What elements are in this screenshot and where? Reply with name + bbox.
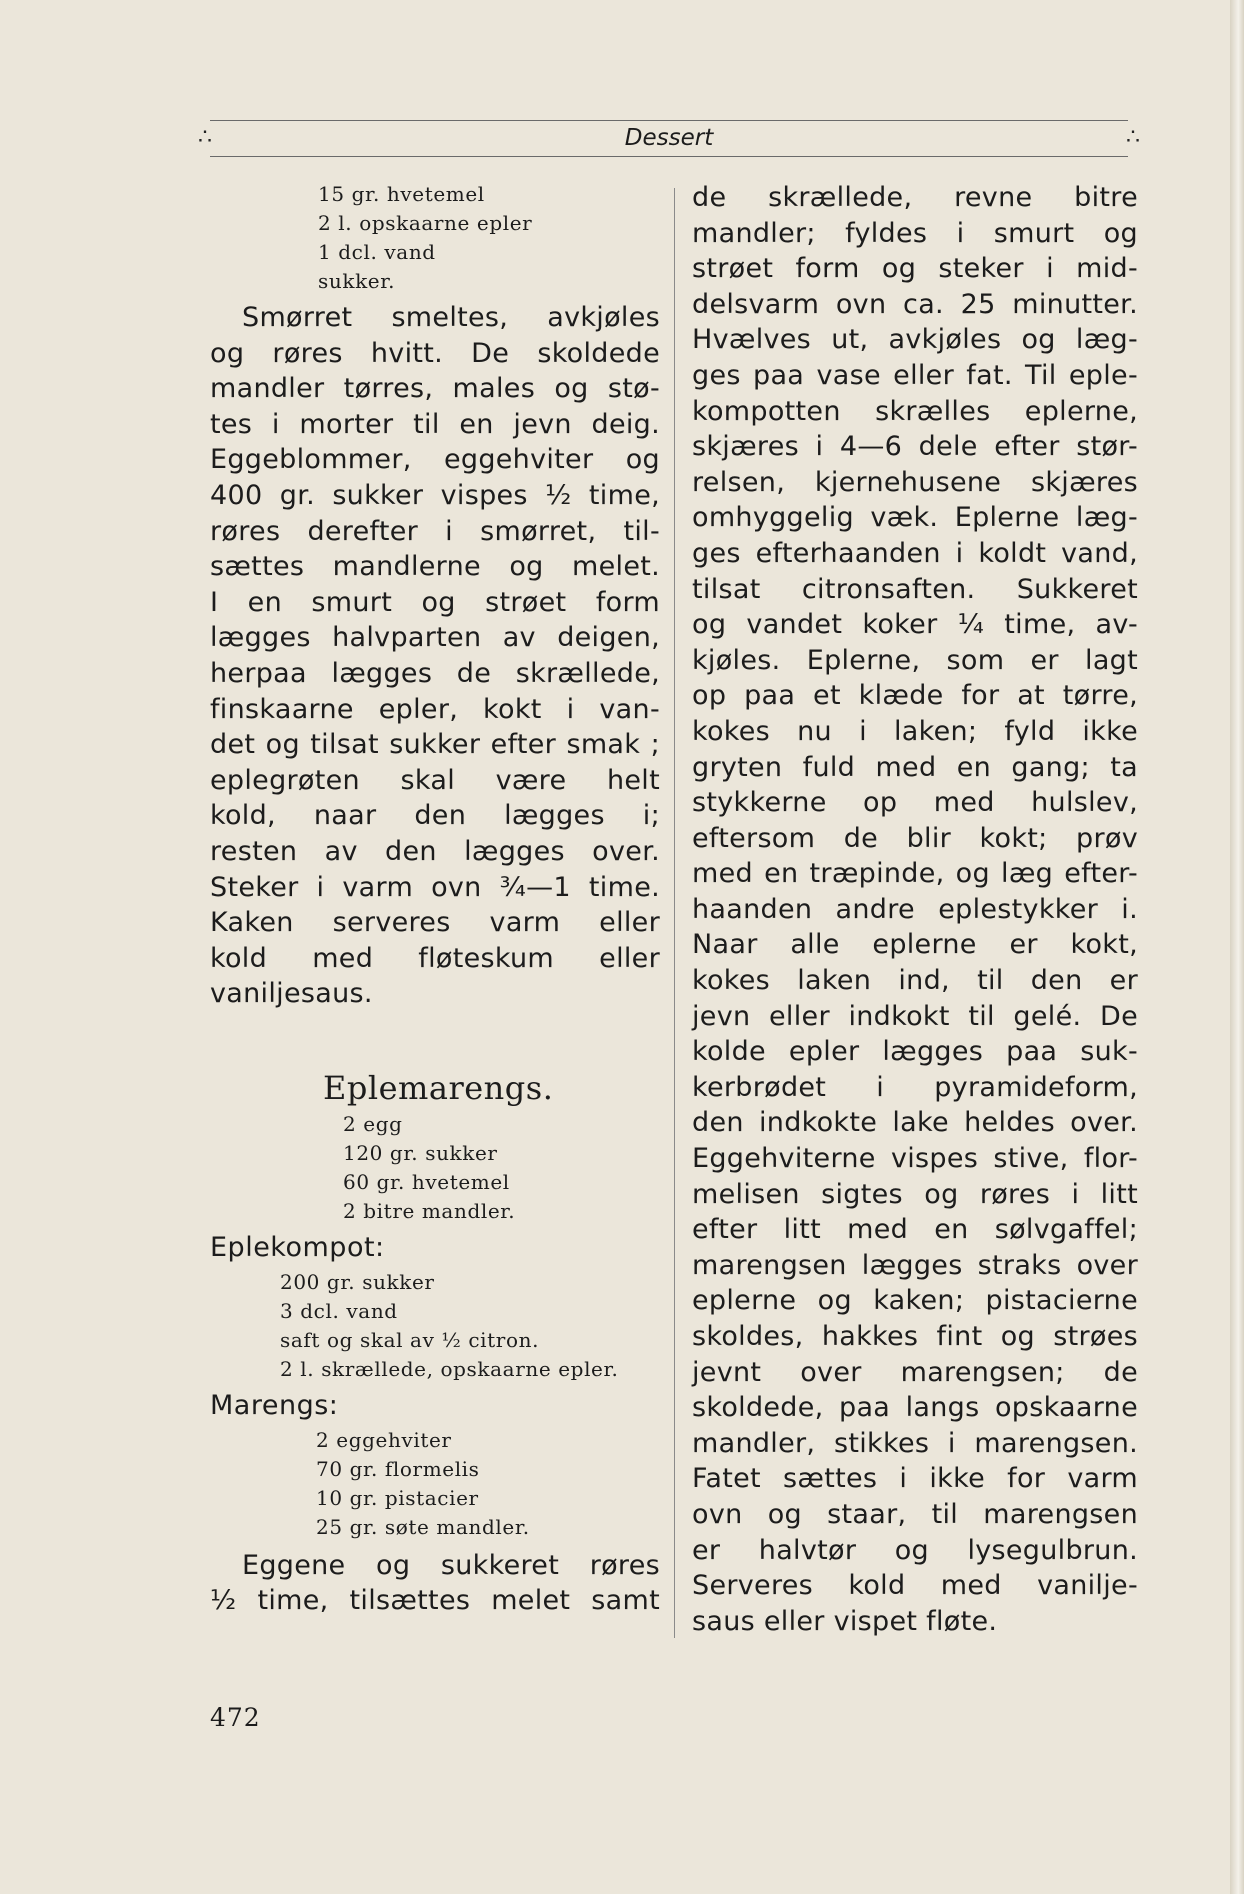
text-line: haanden andre eplestykker i. — [692, 893, 1138, 925]
ingredient-item: 120 gr. sukker — [343, 1140, 498, 1165]
text-line: I en smurt og strøet form — [210, 586, 660, 618]
text-line: skoldede, paa langs opskaarne — [692, 1392, 1138, 1424]
text-line: eplerne og kaken; pistacierne — [692, 1285, 1138, 1317]
text-line: det og tilsat sukker efter smak ; — [210, 729, 660, 761]
left-column — [210, 180, 660, 1619]
ingredient-item: 15 gr. hvetemel — [318, 182, 485, 206]
text-line: jevn eller indkokt til gelé. De — [692, 1000, 1138, 1032]
recipe-ingredient-list — [343, 1110, 660, 1226]
text-line: op paa et klæde for at tørre, — [692, 680, 1138, 712]
text-line: Kaken serveres varm eller — [210, 907, 660, 939]
text-line: herpaa lægges de skrællede, — [210, 657, 660, 689]
text-line: Smørret smeltes, avkjøles — [242, 302, 660, 333]
text-line: ges paa vase eller fat. Til eple- — [692, 359, 1138, 391]
text-line: efter litt med en sølvgaffel; — [692, 1214, 1138, 1246]
text-line: marengsen lægges straks over — [692, 1249, 1138, 1281]
text-line: eplegrøten skal være helt — [210, 764, 660, 796]
ingredient-item: sukker. — [318, 269, 396, 293]
text-line: sættes mandlerne og melet. — [210, 551, 660, 583]
text-line: jevnt over marengsen; de — [692, 1356, 1138, 1388]
text-line: røres derefter i smørret, til- — [210, 515, 660, 547]
text-line: melisen sigtes og røres i litt — [692, 1178, 1138, 1210]
page-edge — [1230, 0, 1244, 1894]
ingredient-item: 2 eggehviter — [316, 1427, 452, 1452]
header-top-rule — [210, 120, 1128, 121]
text-line: resten av den lægges over. — [210, 835, 660, 867]
text-line: skoldes, hakkes fint og strøes — [692, 1321, 1138, 1352]
text-line: tilsat citronsaften. Sukkeret — [692, 573, 1138, 605]
ingredient-item: 70 gr. flormelis — [316, 1456, 480, 1481]
final-text — [210, 1548, 660, 1619]
text-line: mandler, stikkes i marengsen. — [692, 1427, 1138, 1459]
ingredient-list-top — [318, 180, 660, 296]
marengs-ingredient-list — [316, 1426, 660, 1542]
text-line: Fatet sættes i ikke for varm — [692, 1463, 1138, 1495]
text-line: og vandet koker ¼ time, av- — [692, 609, 1138, 641]
header-title: Dessert — [624, 125, 714, 151]
text-line: mandler; fyldes i smurt og — [692, 217, 1138, 249]
ingredient-item: 2 l. opskaarne epler — [318, 211, 533, 235]
text-line: Eggehviterne vispes stive, flor- — [692, 1143, 1138, 1175]
text-line: gryten fuld med en gang; ta — [692, 751, 1138, 783]
ingredient-item: 3 dcl. vand — [280, 1298, 398, 1323]
text-line: kold med fløteskum eller — [210, 942, 660, 974]
text-line: kolde epler lægges paa suk- — [692, 1036, 1138, 1068]
running-header — [198, 118, 1140, 158]
text-line: ges efterhaanden i koldt vand, — [692, 537, 1138, 569]
ingredient-item: 60 gr. hvetemel — [343, 1169, 510, 1194]
text-line: eftersom de blir kokt; prøv — [692, 822, 1138, 854]
ingredient-item: 1 dcl. vand — [318, 240, 436, 264]
kompot-title: Eplekompot: — [210, 1231, 385, 1263]
text-line: saus eller vispet fløte. — [692, 1605, 998, 1637]
kompot-ingredient-list — [280, 1268, 660, 1384]
ingredient-item: saft og skal av ½ citron. — [280, 1327, 540, 1352]
ingredient-item: 10 gr. pistacier — [316, 1485, 479, 1510]
text-line: tes i morter til en jevn deig. — [210, 408, 660, 440]
text-line: lægges halvparten av deigen, — [210, 622, 660, 654]
ingredient-item: 2 bitre mandler. — [343, 1198, 516, 1223]
instructions-text-continued — [692, 180, 1138, 1639]
text-line: strøet form og steker i mid- — [692, 253, 1138, 285]
text-line: omhyggelig væk. Eplerne læg- — [692, 502, 1138, 534]
text-line: kompotten skrælles eplerne, — [692, 395, 1138, 427]
text-line: Naar alle eplerne er kokt, — [692, 929, 1138, 961]
text-line: skjæres i 4—6 dele efter stør- — [692, 431, 1138, 463]
text-line: Hvælves ut, avkjøles og læg- — [692, 324, 1138, 356]
text-line: ½ time, tilsættes melet samt — [210, 1585, 660, 1617]
text-line: Eggene og sukkeret røres — [242, 1549, 660, 1581]
text-line: Serveres kold med vanilje- — [692, 1570, 1138, 1602]
text-line: kjøles. Eplerne, som er lagt — [692, 644, 1138, 676]
text-line: mandler tørres, males og stø- — [210, 373, 660, 405]
ornament-left-icon: ∴ — [198, 125, 212, 150]
text-line: relsen, kjernehusene skjæres — [692, 466, 1138, 498]
text-line: er halvtør og lysegulbrun. — [692, 1534, 1138, 1566]
text-line: kerbrødet i pyramideform, — [692, 1071, 1138, 1103]
text-line: vaniljesaus. — [210, 978, 373, 1010]
column-divider — [674, 188, 675, 1638]
instructions-text — [210, 300, 660, 1012]
text-line: kokes laken ind, til den er — [692, 965, 1138, 997]
text-line: finskaarne epler, kokt i van- — [210, 693, 660, 725]
page-number: 472 — [210, 1703, 261, 1732]
text-line: de skrællede, revne bitre — [692, 182, 1138, 213]
text-line: ovn og staar, til marengsen — [692, 1498, 1138, 1530]
marengs-title: Marengs: — [210, 1389, 339, 1421]
ingredient-item: 200 gr. sukker — [280, 1269, 435, 1294]
recipe-title: Eplemarengs. — [323, 1068, 554, 1107]
text-line: og røres hvitt. De skoldede — [210, 337, 660, 369]
text-line: kold, naar den lægges i; — [210, 800, 660, 832]
text-line: den indkokte lake heldes over. — [692, 1107, 1138, 1139]
right-column — [692, 180, 1138, 1639]
ingredient-item: 25 gr. søte mandler. — [316, 1514, 530, 1539]
header-bottom-rule — [210, 156, 1128, 157]
text-line: delsvarm ovn ca. 25 minutter. — [692, 288, 1138, 320]
text-line: med en træpinde, og læg efter- — [692, 858, 1138, 890]
text-line: stykkerne op med hulslev, — [692, 787, 1138, 819]
text-line: Steker i varm ovn ¾—1 time. — [210, 871, 660, 903]
text-line: Eggeblommer, eggehviter og — [210, 444, 660, 476]
ornament-right-icon: ∴ — [1126, 125, 1140, 150]
text-line: 400 gr. sukker vispes ½ time, — [210, 479, 660, 511]
text-line: kokes nu i laken; fyld ikke — [692, 715, 1138, 747]
ingredient-item: 2 l. skrællede, opskaarne epler. — [280, 1356, 619, 1381]
ingredient-item: 2 egg — [343, 1111, 403, 1136]
